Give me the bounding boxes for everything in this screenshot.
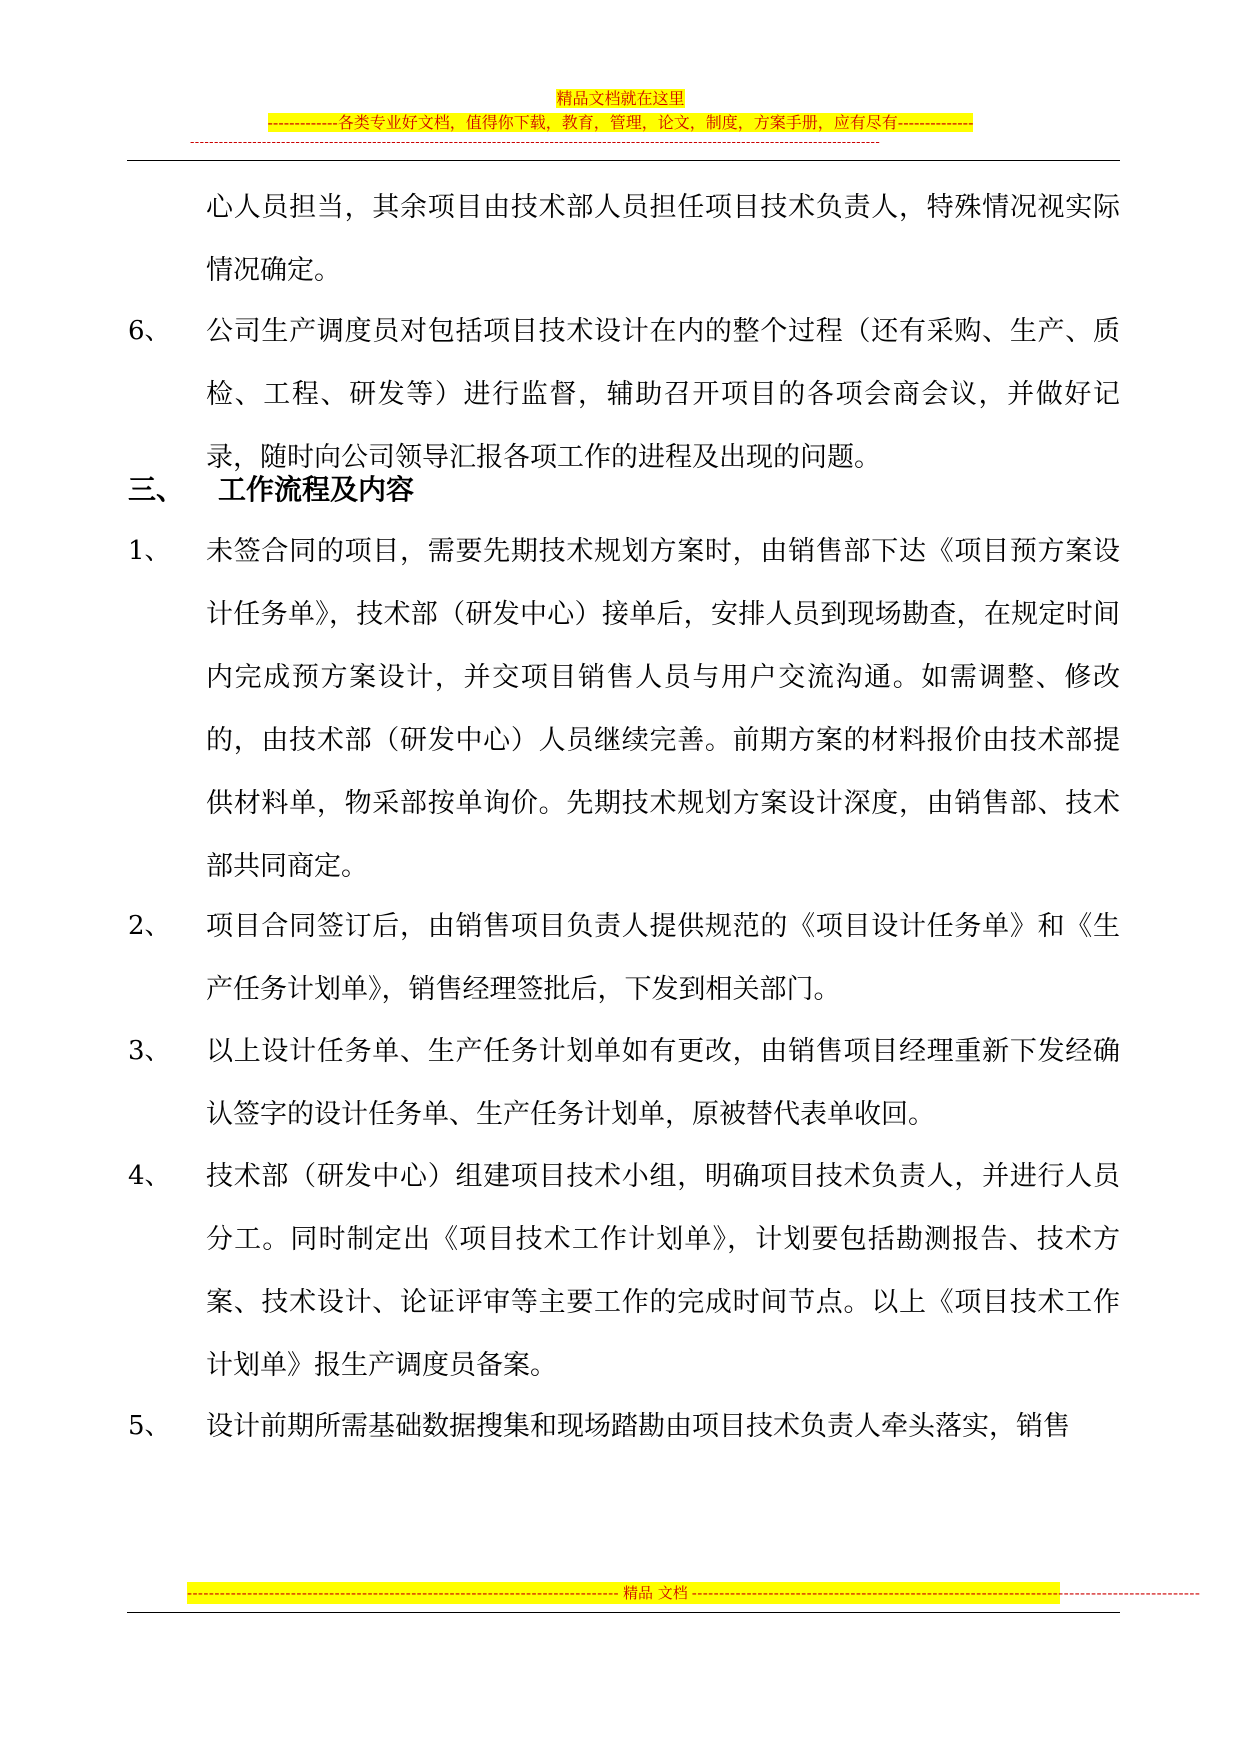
item-text-4: 技术部（研发中心）组建项目技术小组，明确项目技术负责人，并进行人员分工。同时制定出《项目技术工作计划单》，计划要包括勘测报告、技术方案、技术设计、论证评审等主要工作的完成时间节点。以上《项目技术工作计划单》报生产调度员备案。	[206, 1161, 1120, 1381]
item-number-2: 2、	[128, 911, 171, 941]
item-text-5: 设计前期所需基础数据搜集和现场踏勘由项目技术负责人牵头落实，销售	[206, 1411, 1070, 1442]
item-number-3: 3、	[128, 1036, 171, 1066]
section-title: 工作流程及内容	[218, 473, 415, 506]
item-number-4: 4、	[128, 1161, 171, 1191]
footer-rule	[127, 1612, 1120, 1613]
continued-paragraph: 心人员担当，其余项目由技术部人员担任项目技术负责人，特殊情况视实际情况确定。	[206, 192, 1120, 286]
footer-dash-right: ---------------------------------------------------------------------------------------------	[691, 1584, 1201, 1602]
header-rule	[127, 160, 1120, 161]
item-text-1: 未签合同的项目，需要先期技术规划方案时，由销售部下达《项目预方案设计任务单》，技术部（研发中心）接单后，安排人员到现场勘查，在规定时间内完成预方案设计，并交项目销售人员与用户交流沟通。如需调整、修改的，由技术部（研发中心）人员继续完善。前期方案的材料报价由技术部提供材料单，物采部按单询价。先期技术规划方案设计深度，由销售部、技术部共同商定。	[206, 536, 1120, 882]
item-number-5: 5、	[128, 1411, 171, 1441]
section-number: 三、	[128, 473, 185, 506]
item-number-6: 6、	[128, 316, 171, 346]
footer-dash-left: -------------------------------------------------------------------------------	[187, 1584, 619, 1602]
header-subtitle: -------------各类专业好文档，值得你下载，教育，管理，论文，制度，方案手册，应有尽有--------------	[267, 113, 974, 132]
header-title: 精品文档就在这里	[556, 89, 685, 108]
footer-label: 精品 文档	[623, 1584, 688, 1602]
item-text-3: 以上设计任务单、生产任务计划单如有更改，由销售项目经理重新下发经确认签字的设计任务单、生产任务计划单，原被替代表单收回。	[206, 1036, 1120, 1130]
item-text-2: 项目合同签订后，由销售项目负责人提供规范的《项目设计任务单》和《生产任务计划单》，销售经理签批后，下发到相关部门。	[206, 911, 1120, 1005]
item-number-1: 1、	[128, 536, 171, 566]
item-text-6: 公司生产调度员对包括项目技术设计在内的整个过程（还有采购、生产、质检、工程、研发等）进行监督，辅助召开项目的各项会商会议，并做好记录，随时向公司领导汇报各项工作的进程及出现的问题。	[206, 316, 1120, 473]
header-dash-line: ------------------------------------------------------------------------------------------------------------------------------------------------	[190, 135, 881, 150]
footer-banner	[187, 1582, 1201, 1604]
